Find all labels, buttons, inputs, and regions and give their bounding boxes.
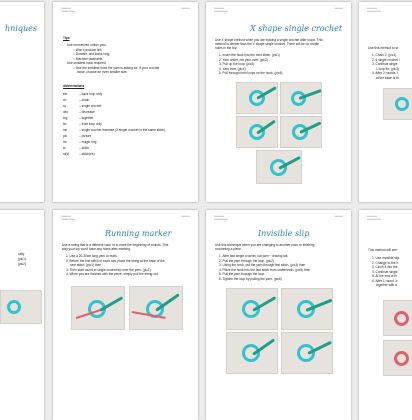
page-header: ▪▪▪▪▪▪▪▪▪▪▪ ▪▪▪▪▪▪▪▪▪▪▪▪▪▪▪: [367, 215, 381, 221]
page-logo: ▪▪▪▪▪▪▪▪▪: [334, 7, 343, 10]
tip-line: ○ Won't produce lint,: [73, 47, 103, 52]
step-line: 4. Place the hook into the last stitch from underneath. (pic5) then: [219, 267, 311, 272]
tutorial-photo: [383, 300, 412, 336]
page-logo: ▪▪▪▪▪▪▪▪▪: [334, 215, 343, 218]
abbr-term: inc: [63, 128, 68, 132]
abbr-desc: – stitch(es): [79, 152, 95, 156]
crochet-piece: [7, 300, 21, 314]
abbr-term: mr: [63, 140, 67, 144]
text-line: (pic1): [18, 257, 26, 261]
abbr-desc: – single crochet increase (2 single crochet in the same stitch): [79, 128, 166, 132]
intro-line: Use this technique when you are changing to another color or finishing: [215, 243, 315, 247]
tutorial-photo: [236, 82, 278, 114]
page-title: Invisible slip: [258, 229, 310, 238]
step-line: 6. After 1 round, b: [372, 278, 398, 283]
tutorial-photo: [226, 288, 278, 330]
tip-line: Use mercerized cotton yarn.: [67, 43, 107, 47]
step-line: 2. Change to the h: [372, 260, 399, 265]
page-logo: ▪▪▪▪▪▪▪▪▪: [181, 215, 190, 218]
tutorial-photo: [383, 340, 412, 376]
tutorial-photo: [280, 116, 322, 148]
abbr-term: dec: [63, 110, 69, 114]
tutorial-photo: [236, 116, 278, 148]
tips-heading: Tips: [63, 36, 70, 40]
step-line: 1. Insert the hook into the next stitch. (pic1): [219, 53, 280, 57]
abbr-term: ch: [63, 98, 67, 102]
step-line: 3. Then start round to single crochet/ep over the yarn. (pic2): [66, 267, 151, 272]
document-page-8: [359, 210, 412, 420]
document-page-2: [53, 2, 198, 202]
page-header: ▪▪▪▪▪▪▪▪▪▪▪ ▪▪▪▪▪▪▪▪▪▪▪▪▪▪▪: [214, 7, 228, 13]
step-line: 5. At the end of th: [372, 274, 397, 278]
abbr-desc: – back loop only: [79, 92, 103, 96]
abbr-desc: – picture: [79, 134, 92, 138]
tip-line: ○ Machine washable.: [73, 56, 104, 61]
page-title: hniques: [5, 24, 37, 33]
crochet-piece: [395, 97, 409, 111]
page-header: ▪▪▪▪▪▪▪▪▪▪▪ ▪▪▪▪▪▪▪▪▪▪▪▪▪▪▪: [61, 7, 75, 13]
tutorial-photo: [226, 332, 278, 374]
crochet-piece: [394, 351, 409, 366]
step-line: 1. Use invisible slip: [372, 256, 400, 260]
step-line: 3. Pull up the loop. (pic3): [219, 62, 255, 66]
text-line: This method will see: [368, 248, 397, 252]
step-line: 1. After last single crochet, cut yarn ~ leaving tail.: [219, 254, 289, 258]
document-page-7: [206, 210, 351, 420]
step-line: 4. Continue single: [372, 269, 398, 274]
tutorial-photo: [281, 288, 333, 330]
step-line: 1. Use a 20-30cm long yarn to mark.: [66, 254, 118, 258]
abbr-term: blo: [63, 92, 68, 96]
tutorial-photo: [383, 88, 412, 120]
abbr-desc: – stitch: [79, 146, 90, 150]
step-line: 1. Chain 2. (pic1): [372, 53, 397, 57]
document-page-4: [359, 2, 412, 202]
page-header: ▪▪▪▪▪▪▪▪▪▪▪ ▪▪▪▪▪▪▪▪▪▪▪▪▪▪▪: [367, 7, 381, 13]
step-line: 1 loop for. (pic3): [376, 66, 399, 71]
abbr-term: flo: [63, 122, 67, 126]
intro-line: method is denser than the V shape single crochet. There will be no visible: [215, 42, 319, 46]
document-page-5: [0, 210, 44, 420]
page-header: ▪▪▪▪▪▪▪▪▪▪▪ ▪▪▪▪▪▪▪▪▪▪▪▪▪▪▪: [61, 215, 75, 221]
abbr-desc: – together: [79, 116, 94, 120]
intro-line: crocheting a piece.: [215, 247, 242, 251]
step-line: 2. Before the first stitch of each row, place the string at the base of the: [66, 258, 165, 263]
document-page-3: [206, 2, 351, 202]
document-page-1: [0, 2, 44, 202]
abbr-desc: – chain: [79, 98, 90, 102]
abbr-desc: – magic ring: [79, 140, 97, 144]
abbr-term: sc: [63, 104, 67, 108]
tip-line: ○ Use the smallest hook the yarn is asking for. If your crochet: [73, 65, 160, 70]
abbr-desc: – front loop only: [79, 122, 102, 126]
text-line: Use this method to st: [368, 46, 398, 50]
tutorial-photo: [0, 290, 42, 324]
abbr-desc: – decrease: [79, 110, 95, 114]
step-line: 4. After 2 rounds, t: [372, 71, 399, 75]
step-line: 5. Pull through both loops on the hook. (pic5): [219, 71, 283, 75]
step-line: 6. Tighten the loop by pulling the yarn. (pic6): [219, 276, 282, 281]
abbr-term: st: [63, 146, 66, 150]
tip-line: loose, choose an even smaller size.: [77, 70, 128, 74]
step-line: 3. Using the hook, put the yarn through first stitch. (pic3) then: [219, 263, 306, 267]
step-line: 4. Yarn over. (pic4): [219, 66, 246, 71]
page-header: ▪▪▪▪▪▪▪▪▪▪▪ ▪▪▪▪▪▪▪▪▪▪▪▪▪▪▪: [214, 215, 228, 221]
step-line: together with a: [376, 283, 397, 287]
intro-line: Use X shape method when you are making a single crochet after loops. This: [215, 38, 323, 42]
abbr-desc: – single crochet: [79, 104, 102, 108]
step-line: next stitch. (pic1) then: [70, 263, 102, 267]
step-line: 3. Continue single: [372, 62, 398, 66]
tutorial-photo: [71, 286, 125, 330]
step-line: 2. 6 single crochet i: [372, 57, 400, 62]
text-line: cally: [18, 252, 25, 256]
page-logo: ▪▪▪▪▪▪▪▪▪: [181, 7, 190, 10]
tip-line: Use smallest hook required: [67, 61, 106, 65]
tip-line: ○ Durable, and looks long,: [73, 52, 111, 56]
intro-line: way your toy won't have any holes after marking.: [62, 247, 131, 251]
abbreviations-heading: Abbreviations: [63, 84, 85, 88]
step-line: 2. Pull the yarn through the loop. (pic2): [219, 258, 274, 263]
document-page-6: [53, 210, 198, 420]
tutorial-photo: [256, 150, 302, 184]
crochet-piece: [394, 311, 409, 326]
intro-line: holes in the toy.: [215, 46, 238, 50]
page-title: X shape single crochet: [250, 24, 343, 33]
step-line: at the base of th: [376, 75, 399, 80]
page-title: Running marker: [105, 229, 172, 238]
step-line: 3. Cinch it into the: [372, 265, 398, 269]
tutorial-photo: [280, 82, 322, 114]
step-line: 4. When you are finished with the piece, simply pull the string out.: [66, 272, 159, 276]
tutorial-photo: [281, 332, 333, 374]
step-line: 2. Yarn under, not yarn over. (pic2): [219, 57, 268, 62]
abbr-term: tog: [63, 116, 68, 120]
step-line: 5. Pull the yarn through the loop.: [219, 272, 266, 276]
abbr-term: st(s): [63, 152, 70, 156]
abbr-term: pic: [63, 134, 68, 138]
tutorial-photo: [129, 286, 183, 330]
text-line: (pic2): [18, 262, 26, 266]
intro-line: Use a string that is a different color or to mark the beginning of rounds. This: [62, 243, 169, 247]
